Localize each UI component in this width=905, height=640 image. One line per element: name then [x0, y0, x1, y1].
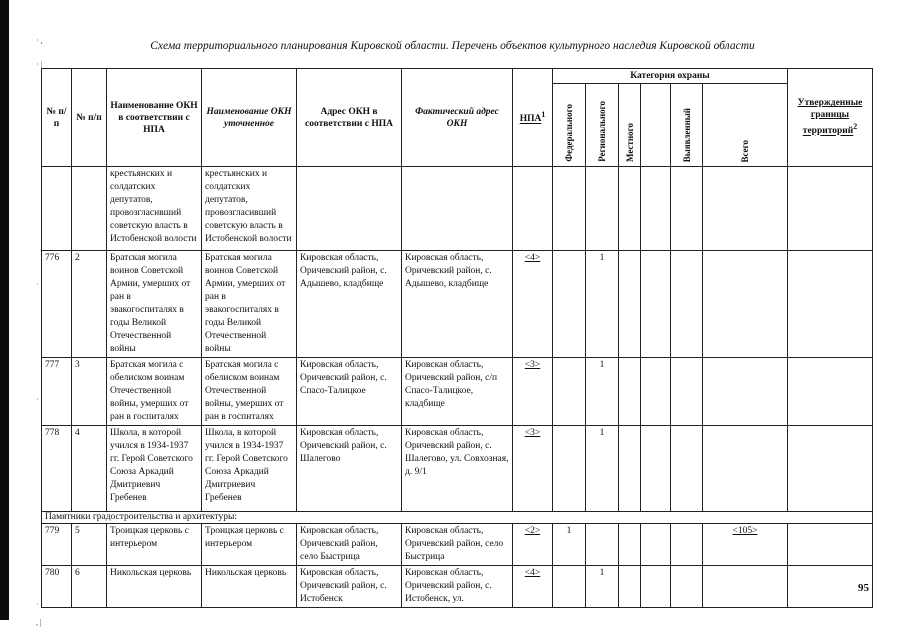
header-npa: НПА$^1$: [513, 69, 553, 167]
cell-n2: 4: [72, 426, 107, 512]
document-title: Схема территориального планирования Кировской области. Перечень объектов культурного наследия Кировской области: [150, 40, 755, 52]
cell-regional: 1: [586, 358, 619, 426]
scan-speck: ·: [36, 395, 39, 404]
cell-name-refined: Троицкая церковь с интерьером: [202, 524, 297, 566]
scan-speck: · |: [36, 60, 43, 69]
cell-address-actual: Кировская область, Оричевский район, с. Адышево, кладбище: [402, 251, 513, 358]
cell-regional: 1: [586, 426, 619, 512]
cell-n1: 780: [42, 566, 72, 608]
cell-identified: [641, 251, 671, 358]
cell-borders: [703, 251, 788, 358]
cell-name-npa: крестьянских и солдатских депутатов, провозгласивший советскую власть в Истобенской волости: [107, 167, 202, 251]
table-row: [42, 566, 873, 608]
cell-address-npa: Кировская область, Оричевский район, с. Адышево, кладбище: [297, 251, 402, 358]
cell-borders: [703, 358, 788, 426]
cell-address-actual: Кировская область, Оричевский район, с. Шалегово, ул. Совхозная, д. 9/1: [402, 426, 513, 512]
header-name-npa: Наименование ОКН в соответствии с НПА: [107, 69, 202, 167]
cell-name-npa: Школа, в которой учился в 1934-1937 гг. Герой Советского Союза Аркадий Дмитриевич Гребенев: [107, 426, 202, 512]
section-label: Памятники градостроительства и архитектуры:: [42, 512, 873, 524]
scan-speck: · ,: [36, 36, 43, 45]
cell-n2: 3: [72, 358, 107, 426]
table-row: [42, 251, 873, 358]
cell-federal: [553, 426, 586, 512]
cell-total: [671, 524, 703, 566]
table-row: [42, 524, 873, 566]
header-total: Всего: [703, 84, 788, 167]
heritage-table: [41, 68, 873, 608]
cell-address-npa: Кировская область, Оричевский район, село Быстрица: [297, 524, 402, 566]
cell-name-refined: Никольская церковь: [202, 566, 297, 608]
cell-total: [671, 426, 703, 512]
cell-zones: [788, 358, 873, 426]
page-number: 95: [858, 582, 869, 594]
cell-npa: <3>: [513, 426, 553, 512]
header-regional: Регионального: [586, 84, 619, 167]
cell-local: [619, 566, 641, 608]
cell-name-refined: Школа, в которой учился в 1934-1937 гг. Герой Советского Союза Аркадий Дмитриевич Гребенев: [202, 426, 297, 512]
cell-npa: <3>: [513, 358, 553, 426]
cell-local: [619, 426, 641, 512]
cell-regional: [586, 524, 619, 566]
cell-federal: 1: [553, 524, 586, 566]
cell-name-npa: Никольская церковь: [107, 566, 202, 608]
header-identified: Выявленный: [671, 84, 703, 167]
cell-federal: [553, 358, 586, 426]
cell-identified: [641, 426, 671, 512]
cell-identified: [641, 524, 671, 566]
header-num2: № п/п: [72, 69, 107, 167]
cell-n1: 777: [42, 358, 72, 426]
cell-borders: [703, 566, 788, 608]
header-num1: № п/п: [42, 69, 72, 167]
cell-local: [619, 524, 641, 566]
header-category: Категория охраны: [553, 69, 788, 84]
header-name-refined: Наименование ОКН уточненное: [202, 69, 297, 167]
cell-address-npa: Кировская область, Оричевский район, с. Шалегово: [297, 426, 402, 512]
cell-address-actual: Кировская область, Оричевский район, село Быстрица: [402, 524, 513, 566]
scan-speck: ·: [36, 280, 39, 289]
cell-local: [619, 358, 641, 426]
section-header-row: [42, 512, 873, 524]
table-header-row: [42, 69, 873, 84]
cell-borders: [703, 426, 788, 512]
cell-name-refined: Братская могила с обелиском воинам Отечественной войны, умерших от ран в госпиталях: [202, 358, 297, 426]
cell-identified: [641, 566, 671, 608]
cell-zones: [788, 426, 873, 512]
cell-borders: <105>: [703, 524, 788, 566]
scan-edge-bar: [0, 0, 9, 620]
cell-name-npa: Братская могила с обелиском воинам Отечественной войны, умерших от ран в госпиталях: [107, 358, 202, 426]
cell-n1: 778: [42, 426, 72, 512]
header-local: Местного: [619, 84, 641, 167]
header-gap: [641, 84, 671, 167]
cell-regional: 1: [586, 251, 619, 358]
header-federal: Федерального: [553, 84, 586, 167]
cell-n2: 2: [72, 251, 107, 358]
table-row: [42, 358, 873, 426]
cell-n1: 779: [42, 524, 72, 566]
cell-address-actual: Кировская область, Оричевский район, с/п Спасо-Талицкое, кладбище: [402, 358, 513, 426]
header-borders: Утвержденные границы территорий$^2$: [788, 69, 873, 167]
cell-total: [671, 251, 703, 358]
cell-npa: <4>: [513, 566, 553, 608]
scan-speck: · ·: [36, 600, 44, 609]
cell-n2: 6: [72, 566, 107, 608]
cell-name-refined: Братская могила воинов Советской Армии, умерших от ран в эвакогоспиталях в годы Великой Отечественной войны: [202, 251, 297, 358]
cell-n1: 776: [42, 251, 72, 358]
header-address-actual: Фактический адрес ОКН: [402, 69, 513, 167]
cell-name-npa: Братская могила воинов Советской Армии, умерших от ран в эвакогоспиталях в годы Великой Отечественной войны: [107, 251, 202, 358]
cell-npa: <2>: [513, 524, 553, 566]
table-row-continuation: [42, 167, 873, 251]
cell-address-npa: Кировская область, Оричевский район, с. Истобенск: [297, 566, 402, 608]
cell-npa: <4>: [513, 251, 553, 358]
header-address-npa: Адрес ОКН в соответствии с НПА: [297, 69, 402, 167]
cell-n2: 5: [72, 524, 107, 566]
scan-speck: , |: [36, 618, 42, 627]
cell-identified: [641, 358, 671, 426]
cell-local: [619, 251, 641, 358]
cell-address-actual: Кировская область, Оричевский район, с. Истобенск, ул.: [402, 566, 513, 608]
cell-total: [671, 566, 703, 608]
cell-federal: [553, 566, 586, 608]
cell-federal: [553, 251, 586, 358]
cell-regional: 1: [586, 566, 619, 608]
table-row: [42, 426, 873, 512]
cell-total: [671, 358, 703, 426]
cell-name-npa: Троицкая церковь с интерьером: [107, 524, 202, 566]
cell-zones: [788, 524, 873, 566]
cell-address-npa: Кировская область, Оричевский район, с. Спасо-Талицкое: [297, 358, 402, 426]
cell-name-refined: крестьянских и солдатских депутатов, провозгласивший советскую власть в Истобенской волости: [202, 167, 297, 251]
cell-zones: [788, 251, 873, 358]
